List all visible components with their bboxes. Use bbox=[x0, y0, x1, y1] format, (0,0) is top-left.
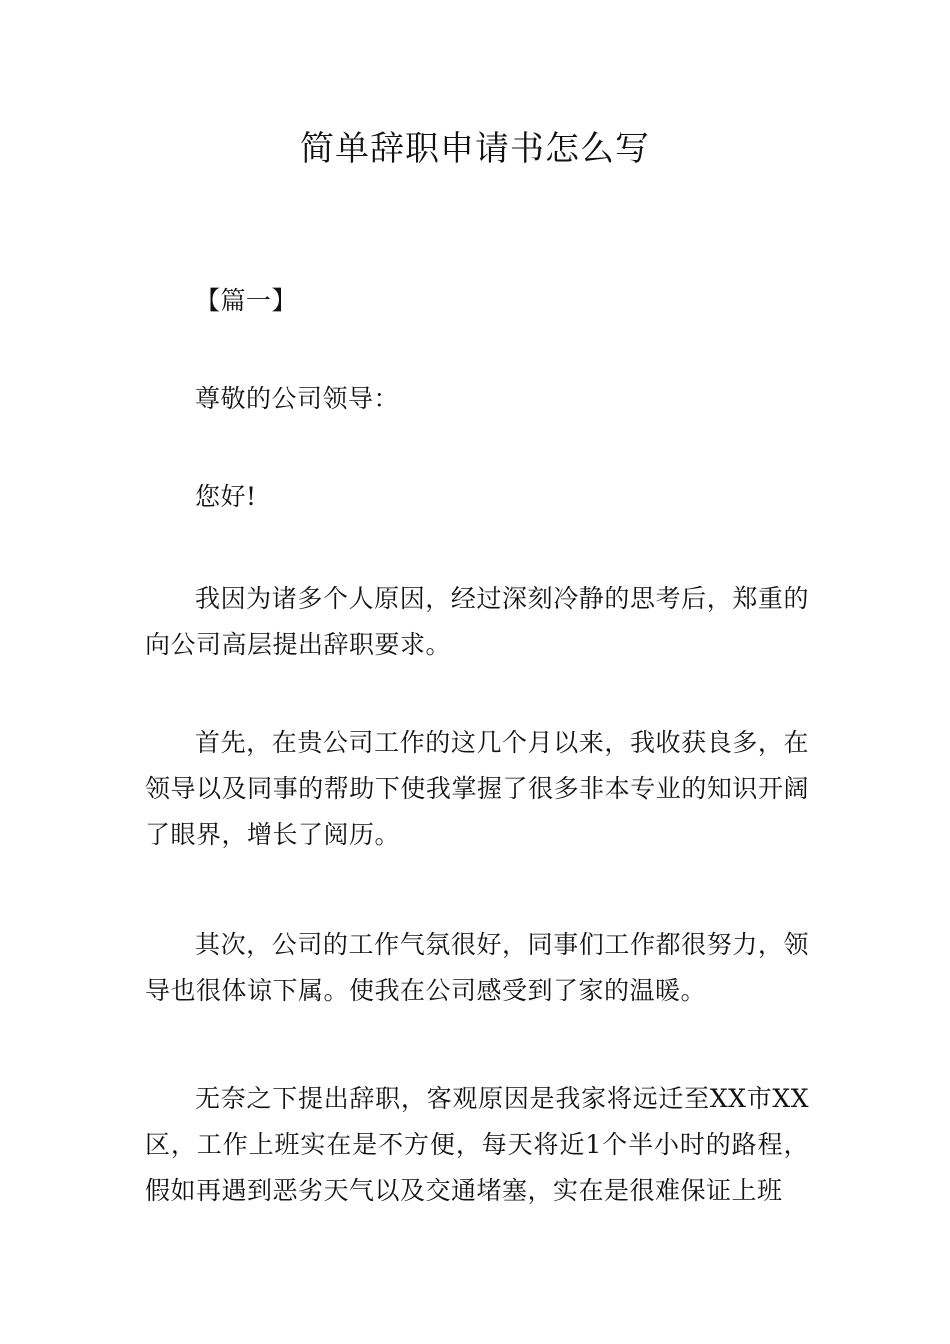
paragraph: 其次，公司的工作气氛很好，同事们工作都很努力，领导也很体谅下属。使我在公司感受到了家的温暖。 bbox=[145, 930, 809, 1005]
greeting: 您好! bbox=[195, 482, 257, 511]
document-title: 简单辞职申请书怎么写 bbox=[300, 129, 650, 169]
paragraph: 无奈之下提出辞职，客观原因是我家将远迁至XX市XX区，工作上班实在是不方便，每天将近1个半小时的路程，假如再遇到恶劣天气以及交通堵塞，实在是很难保证上班 bbox=[145, 1084, 809, 1205]
paragraph: 我因为诸多个人原因，经过深刻冷静的思考后，郑重的向公司高层提出辞职要求。 bbox=[145, 584, 809, 659]
paragraph: 首先，在贵公司工作的这几个月以来，我收获良多，在领导以及同事的帮助下使我掌握了很多非本专业的知识开阔了眼界，增长了阅历。 bbox=[145, 728, 809, 849]
salutation: 尊敬的公司领导： bbox=[195, 384, 400, 413]
section-label: 【篇一】 bbox=[195, 286, 298, 315]
